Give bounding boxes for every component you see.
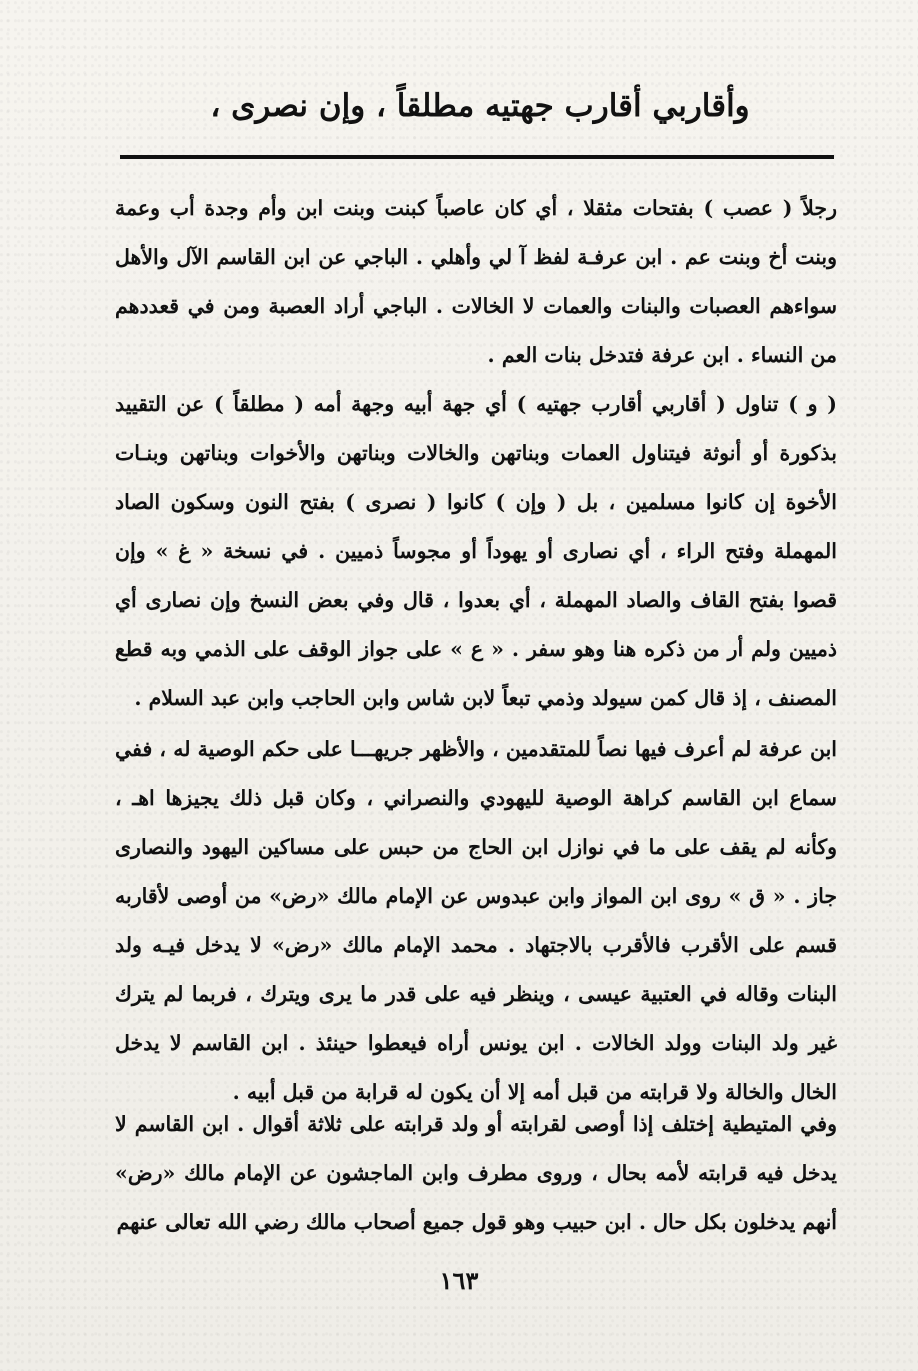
page-number: ١٦٣ — [439, 1266, 479, 1295]
paragraph-3: ابن عرفة لم أعرف فيها نصاً للمتقدمين ، والأظهر جريهـــا على حكم الوصية له ، ففي سماع ابن القاسم كراهة الوصية لليهودي والنصراني ، وكان قبل ذلك يجيزها اهـ ، وكأنه لم يقف على ما في نوازل ابن الحاج من حبس على مساكين اليهود والنصارى جاز . « ق » روى ابن المواز وابن عبدوس عن الإمام مالك «رض» من أوصى لأقاربه قسم على الأقرب فالأقرب بالاجتهاد . محمد الإمام مالك «رض» لا يدخل فيـه ولد البنات وقاله في العتبية عيسى ، وينظر فيه على قدر ما يرى ويترك ، فربما لم يترك غير ولد البنات وولد الخالات . ابن يونس أراه فيعطوا حينئذ . ابن القاسم لا يدخل الخال والخالة ولا قرابته من قبل أمه إلا أن يكون له قرابة من قبل أبيه . — [115, 737, 837, 1104]
page-header-title: وأقاربي أقارب جهتيه مطلقاً ، وإن نصرى ، — [210, 88, 750, 124]
paragraph-2: ( و ) تناول ( أقاربي أقارب جهتيه ) أي جهة أبيه وجهة أمه ( مطلقاً ) عن التقييد بذكورة أو أنوثة فيتناول العمات وبناتهن والخالات وبناتهن والأخوات وبناتهن وبنـات الأخوة إن كانوا مسلمين ، بل ( وإن ) كانوا ( نصرى ) بفتح النون وسكون الصاد المهملة وفتح الراء ، أي نصارى أو يهوداً أو مجوساً ذميين . في نسخة « غ » وإن قصوا بفتح القاف والصاد المهملة ، أي بعدوا ، قال وفي بعض النسخ وإن نصارى أي ذميين ولم أر من ذكره هنا وهو سفر . « ع » على جواز الوقف على الذمي وبه قطع المصنف ، إذ قال كمن سيولد وذمي تبعاً لابن شاس وابن الحاجب وابن عبد السلام . — [115, 392, 837, 710]
paragraph-1: رجلاً ( عصب ) بفتحات مثقلا ، أي كان عاصباً كبنت وبنت ابن وأم وجدة أب وعمة وبنت أخ وبنت عم . ابن عرفـة لفظ آ لي وأهلي . الباجي عن ابن القاسم الآل والأهل سواءهم العصبات والبنات والعمات لا الخالات . الباجي أراد العصبة ومن في قعددهم من النساء . ابن عرفة فتدخل بنات العم . — [115, 196, 837, 367]
header-divider — [120, 155, 834, 159]
paragraph-4: وفي المتيطية إختلف إذا أوصى لقرابته أو ولد قرابته على ثلاثة أقوال . ابن القاسم لا يدخل فيه قرابته لأمه بحال ، وروى مطرف وابن الماجشون عن الإمام مالك «رض» أنهم يدخلون بكل حال . ابن حبيب وهو قول جميع أصحاب مالك رضي الله تعالى عنهم — [115, 1112, 837, 1234]
